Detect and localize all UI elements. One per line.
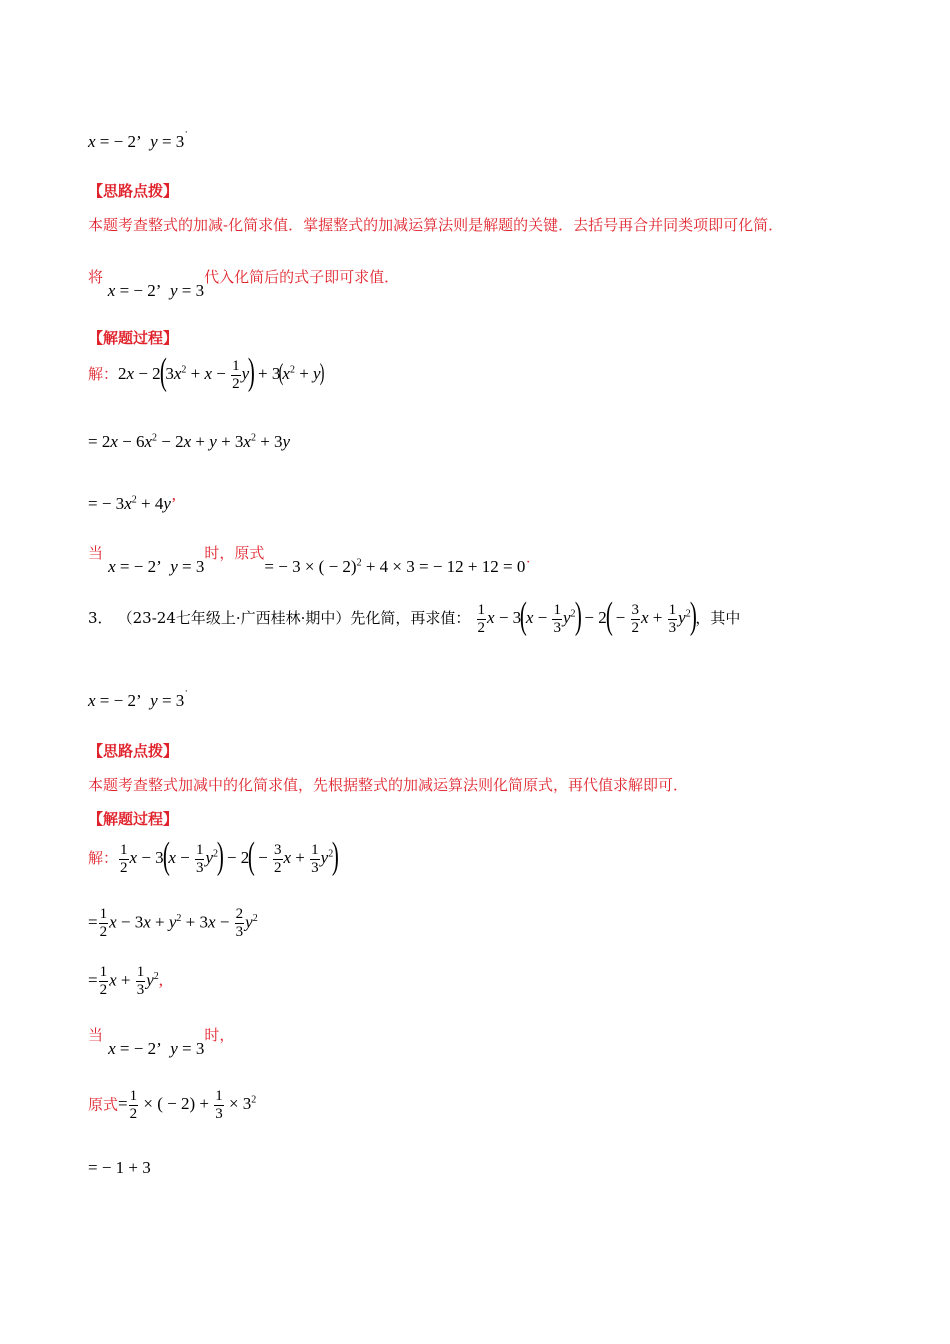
solution-evaluate-1: 当 x = − 2’ y = 3时，原式= − 3 × ( − 2)$^2$ + 4 × 3 = − 12 + 12 = 0˙ [88,544,532,576]
solution2-step-3: = $\frac{1}{2}$ x + $\frac{1}{3}$ $y^2$, [88,964,164,998]
jiang-label: 将 [88,268,104,286]
solution2-when: 当 x = − 2’ y = 3时， [88,1026,235,1058]
solution-step-3: = − $3x^2 + 4y$’ [88,494,177,513]
dang-label-2: 当 [88,1026,104,1044]
hint-heading-1: 【思路点拨】 [88,182,179,200]
solution2-step-2: = $\frac{1}{2}$ $x - 3x + y^2 + 3x$ − $\frac{2}{3}$ $y^2$ [88,906,258,940]
problem-number: 3． [88,608,113,627]
qizhong-label: ，其中 [695,608,741,627]
problem-source: （23-24七年级上·广西桂林·期中）先化简，再求值： [117,608,471,627]
problem-3: 3． （23-24七年级上·广西桂林·期中）先化简，再求值： $\frac{1}{2}$ x − 3(x − $\frac{1}{3}$ $y^2) - 2$( − $\frac{3}{2}$ x + $\frac{1}{3}$ $y^2$)，其中 [88,595,741,637]
hint-substitution-1: 将 x = − 2’ y = 3代入化简后的式子即可求值． [88,268,400,300]
problem-3-condition: x = − 2’ y = 3˙ [88,687,189,710]
solution2-yuanshi: 原式= $\frac{1}{2}$ × ( − 2) + $\frac{1}{3}$ × $3^2$ [88,1088,257,1122]
hint-heading-2: 【思路点拨】 [88,742,179,760]
hint-text-1: 本题考查整式的加减-化简求值．掌握整式的加减运算法则是解题的关键．去括号再合并同类项即可化简． [88,216,784,234]
solve-label-1: 解： [88,366,119,383]
solution2-step-1: 解： $\frac{1}{2}$ x − 3(x − $\frac{1}{3}$ $y^2) - 2$( − $\frac{3}{2}$ x + $\frac{1}{3}$ $y^2$) [88,835,339,877]
solution2-result: = − 1 + 3 [88,1158,151,1177]
yuanshi-label: 原式 [88,1095,119,1114]
solution-step-2: = $2x - 6x^2 - 2x + y + 3x^2 + 3y$ [88,432,291,451]
hint-text-2: 本题考查整式加减中的化简求值，先根据整式的加减运算法则化简原式，再代值求解即可． [88,776,689,794]
shi-label: 时， [204,1026,235,1044]
solution-heading-1: 【解题过程】 [88,329,179,347]
hint-sub-text: 代入化简后的式子即可求值． [204,268,400,286]
top-condition: x = − 2’ y = 3˙ [88,128,189,151]
solution-step-1: 解：$2x - 2(3x^2 + x$ − $\frac{1}{2}$ $y) + 3(x^2 + y)$ [88,351,324,393]
dang-label-1: 当 [88,544,104,562]
solution-heading-2: 【解题过程】 [88,810,179,828]
solve-label-2: 解： [88,850,119,867]
shi-yuanshi-label: 时，原式 [204,544,265,562]
